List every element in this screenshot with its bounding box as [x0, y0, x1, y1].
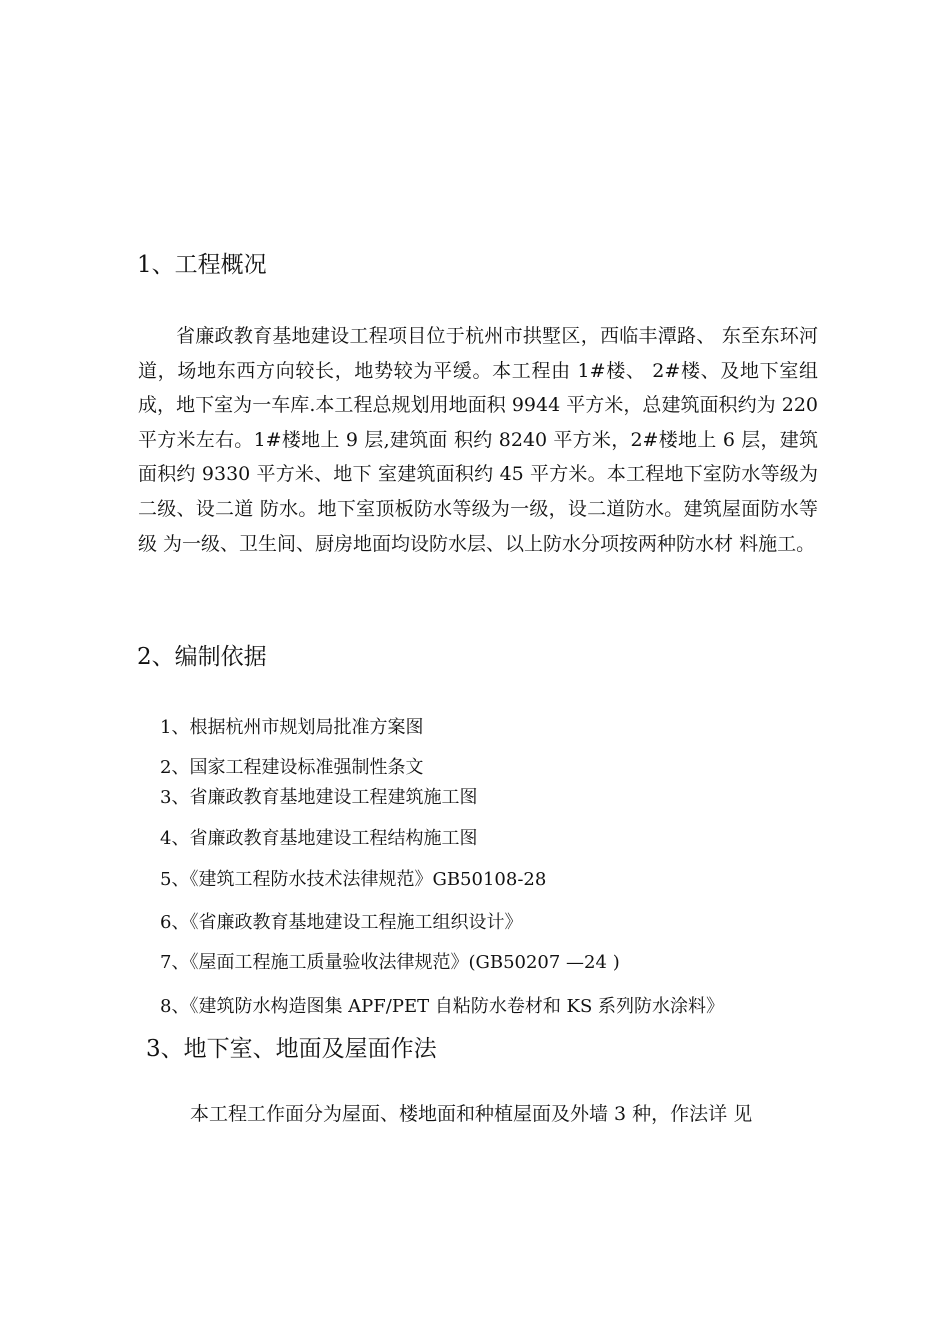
- section-heading-methods: 3、地下室、地面及屋面作法: [146, 1036, 437, 1062]
- basis-list-item: 5、《建筑工程防水技术法律规范》GB50108-28: [160, 869, 547, 890]
- basis-list-item: 7、《屋面工程施工质量验收法律规范》(GB50207 —24 ): [160, 952, 620, 973]
- basis-list-item: 1、根据杭州市规划局批准方案图: [160, 717, 424, 738]
- methods-paragraph: 本工程工作面分为屋面、楼地面和种植屋面及外墙 3 种，作法详 见: [190, 1103, 753, 1125]
- section-heading-project-overview: 1、工程概况: [137, 252, 267, 278]
- section-heading-basis: 2、编制依据: [137, 644, 267, 670]
- basis-list-item: 3、省廉政教育基地建设工程建筑施工图: [160, 787, 478, 808]
- basis-list-item: 8、《建筑防水构造图集 APF/PET 自粘防水卷材和 KS 系列防水涂料》: [160, 996, 725, 1017]
- basis-list-item: 4、省廉政教育基地建设工程结构施工图: [160, 828, 478, 849]
- basis-list-item: 2、国家工程建设标准强制性条文: [160, 757, 424, 778]
- project-overview-paragraph: 省廉政教育基地建设工程项目位于杭州市拱墅区，西临丰潭路、 东至东环河道，场地东西方向较长，地势较为平缓。本工程由 1#楼、 2#楼、及地下室组成，地下室为一车库.本工程总规划用地面积 9944 平方米，总建筑面积约为 220 平方米左右。1#楼地上 9 层,建筑面 积约 8240 平方米，2#楼地上 6 层，建筑面积约 9330 平方米、地下 室建筑面积约 45 平方米。本工程地下室防水等级为二级、设二道 防水。地下室顶板防水等级为一级，设二道防水。建筑屋面防水等级 为一级、卫生间、厨房地面均设防水层、以上防水分项按两种防水材 料施工。: [138, 325, 818, 555]
- basis-list-item: 6、《省廉政教育基地建设工程施工组织设计》: [160, 912, 523, 933]
